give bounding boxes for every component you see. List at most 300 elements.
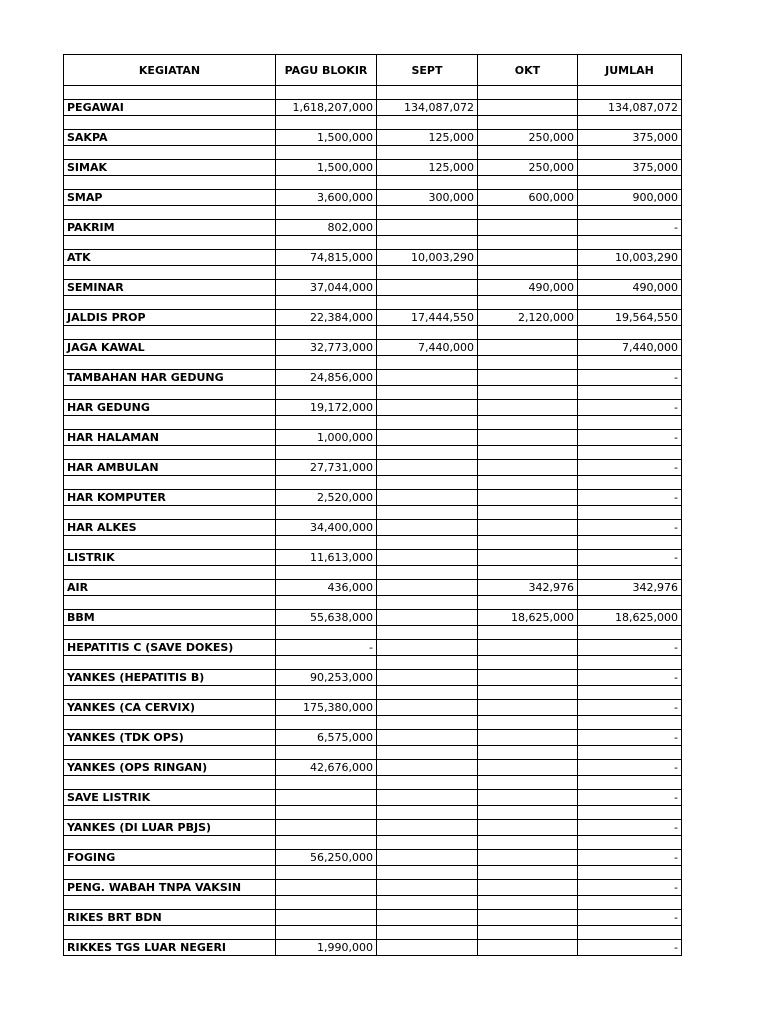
cell-okt <box>478 790 578 806</box>
empty-cell <box>276 296 377 310</box>
cell-kegiatan: LISTRIK <box>64 550 276 566</box>
cell-kegiatan: YANKES (DI LUAR PBJS) <box>64 820 276 836</box>
cell-jumlah: - <box>578 760 682 776</box>
spacer-row <box>64 716 682 730</box>
cell-okt <box>478 430 578 446</box>
empty-cell <box>578 656 682 670</box>
cell-okt <box>478 640 578 656</box>
table-row <box>64 910 682 926</box>
cell-okt <box>478 220 578 236</box>
empty-cell <box>276 806 377 820</box>
empty-cell <box>64 206 276 220</box>
table-row <box>64 130 682 146</box>
spacer-row <box>64 806 682 820</box>
empty-cell <box>64 236 276 250</box>
empty-cell <box>377 86 478 100</box>
cell-okt <box>478 880 578 896</box>
cell-pagu-blokir: 3,600,000 <box>276 190 377 206</box>
cell-pagu-blokir: - <box>276 640 377 656</box>
cell-pagu-blokir: 11,613,000 <box>276 550 377 566</box>
spacer-row <box>64 926 682 940</box>
cell-jumlah: 18,625,000 <box>578 610 682 626</box>
empty-cell <box>478 686 578 700</box>
empty-cell <box>276 326 377 340</box>
spacer-row <box>64 656 682 670</box>
cell-okt <box>478 940 578 956</box>
cell-jumlah: 342,976 <box>578 580 682 596</box>
empty-cell <box>478 806 578 820</box>
empty-cell <box>276 656 377 670</box>
empty-cell <box>64 566 276 580</box>
cell-jumlah: - <box>578 790 682 806</box>
empty-cell <box>64 86 276 100</box>
cell-sept <box>377 580 478 596</box>
empty-cell <box>478 656 578 670</box>
empty-cell <box>64 596 276 610</box>
cell-jumlah: - <box>578 400 682 416</box>
cell-kegiatan: YANKES (OPS RINGAN) <box>64 760 276 776</box>
table-row <box>64 430 682 446</box>
empty-cell <box>478 836 578 850</box>
cell-kegiatan: SMAP <box>64 190 276 206</box>
cell-jumlah: 7,440,000 <box>578 340 682 356</box>
empty-cell <box>578 86 682 100</box>
spacer-row <box>64 566 682 580</box>
empty-cell <box>64 536 276 550</box>
cell-pagu-blokir: 56,250,000 <box>276 850 377 866</box>
table-row <box>64 190 682 206</box>
cell-okt <box>478 550 578 566</box>
cell-pagu-blokir: 24,856,000 <box>276 370 377 386</box>
empty-cell <box>478 896 578 910</box>
empty-cell <box>478 356 578 370</box>
empty-cell <box>377 866 478 880</box>
empty-cell <box>377 416 478 430</box>
cell-kegiatan: HAR KOMPUTER <box>64 490 276 506</box>
cell-kegiatan: FOGING <box>64 850 276 866</box>
empty-cell <box>478 296 578 310</box>
cell-sept <box>377 820 478 836</box>
spacer-row <box>64 326 682 340</box>
empty-cell <box>478 506 578 520</box>
cell-sept <box>377 460 478 476</box>
empty-cell <box>64 476 276 490</box>
cell-kegiatan: YANKES (CA CERVIX) <box>64 700 276 716</box>
empty-cell <box>377 116 478 130</box>
cell-kegiatan: RIKES BRT BDN <box>64 910 276 926</box>
empty-cell <box>64 446 276 460</box>
empty-cell <box>377 776 478 790</box>
cell-pagu-blokir: 22,384,000 <box>276 310 377 326</box>
empty-cell <box>64 866 276 880</box>
empty-cell <box>377 386 478 400</box>
table-row <box>64 790 682 806</box>
cell-kegiatan: SAVE LISTRIK <box>64 790 276 806</box>
cell-jumlah: - <box>578 880 682 896</box>
empty-cell <box>578 716 682 730</box>
cell-kegiatan: HAR AMBULAN <box>64 460 276 476</box>
empty-cell <box>377 836 478 850</box>
cell-pagu-blokir: 2,520,000 <box>276 490 377 506</box>
empty-cell <box>64 326 276 340</box>
empty-cell <box>64 716 276 730</box>
cell-kegiatan: PAKRIM <box>64 220 276 236</box>
empty-cell <box>578 836 682 850</box>
empty-cell <box>276 116 377 130</box>
empty-cell <box>64 356 276 370</box>
cell-sept <box>377 550 478 566</box>
cell-pagu-blokir: 1,990,000 <box>276 940 377 956</box>
empty-cell <box>478 626 578 640</box>
cell-okt <box>478 460 578 476</box>
spacer-row <box>64 686 682 700</box>
empty-cell <box>478 236 578 250</box>
spacer-row <box>64 266 682 280</box>
table-row <box>64 490 682 506</box>
cell-pagu-blokir: 1,500,000 <box>276 130 377 146</box>
cell-jumlah: 900,000 <box>578 190 682 206</box>
cell-sept <box>377 640 478 656</box>
table-row <box>64 820 682 836</box>
table-row <box>64 370 682 386</box>
table-row <box>64 460 682 476</box>
empty-cell <box>276 206 377 220</box>
empty-cell <box>578 776 682 790</box>
empty-cell <box>64 926 276 940</box>
cell-pagu-blokir <box>276 910 377 926</box>
cell-jumlah: - <box>578 850 682 866</box>
cell-sept: 125,000 <box>377 130 478 146</box>
empty-cell <box>276 446 377 460</box>
header-sept: SEPT <box>377 55 478 86</box>
empty-cell <box>276 266 377 280</box>
empty-cell <box>377 176 478 190</box>
cell-sept <box>377 670 478 686</box>
cell-sept <box>377 400 478 416</box>
table-row <box>64 940 682 956</box>
cell-jumlah: - <box>578 910 682 926</box>
cell-pagu-blokir: 436,000 <box>276 580 377 596</box>
cell-sept: 10,003,290 <box>377 250 478 266</box>
cell-pagu-blokir: 802,000 <box>276 220 377 236</box>
spacer-row <box>64 866 682 880</box>
cell-okt: 342,976 <box>478 580 578 596</box>
cell-kegiatan: HAR GEDUNG <box>64 400 276 416</box>
empty-cell <box>276 236 377 250</box>
empty-cell <box>276 176 377 190</box>
empty-cell <box>64 296 276 310</box>
cell-jumlah: 19,564,550 <box>578 310 682 326</box>
empty-cell <box>478 326 578 340</box>
empty-cell <box>377 296 478 310</box>
empty-cell <box>578 386 682 400</box>
empty-cell <box>276 776 377 790</box>
empty-cell <box>276 686 377 700</box>
cell-okt <box>478 850 578 866</box>
empty-cell <box>478 776 578 790</box>
header-pagu-blokir: PAGU BLOKIR <box>276 55 377 86</box>
empty-cell <box>578 446 682 460</box>
table-body <box>64 86 682 956</box>
empty-cell <box>276 386 377 400</box>
cell-okt: 2,120,000 <box>478 310 578 326</box>
table-row <box>64 160 682 176</box>
cell-okt: 18,625,000 <box>478 610 578 626</box>
spacer-row <box>64 236 682 250</box>
table-row <box>64 520 682 536</box>
empty-cell <box>578 626 682 640</box>
cell-pagu-blokir: 6,575,000 <box>276 730 377 746</box>
spacer-row <box>64 896 682 910</box>
cell-sept <box>377 490 478 506</box>
cell-sept: 300,000 <box>377 190 478 206</box>
cell-kegiatan: SIMAK <box>64 160 276 176</box>
cell-sept <box>377 280 478 296</box>
empty-cell <box>64 386 276 400</box>
cell-pagu-blokir <box>276 880 377 896</box>
cell-okt <box>478 910 578 926</box>
cell-kegiatan: SAKPA <box>64 130 276 146</box>
empty-cell <box>64 266 276 280</box>
empty-cell <box>578 146 682 160</box>
empty-cell <box>377 566 478 580</box>
cell-sept: 134,087,072 <box>377 100 478 116</box>
header-jumlah: JUMLAH <box>578 55 682 86</box>
cell-jumlah: - <box>578 220 682 236</box>
cell-okt <box>478 490 578 506</box>
budget-table <box>63 54 682 956</box>
empty-cell <box>276 86 377 100</box>
cell-pagu-blokir: 74,815,000 <box>276 250 377 266</box>
cell-kegiatan: BBM <box>64 610 276 626</box>
empty-cell <box>478 476 578 490</box>
empty-cell <box>377 536 478 550</box>
cell-okt <box>478 730 578 746</box>
empty-cell <box>478 446 578 460</box>
table-row <box>64 880 682 896</box>
cell-sept <box>377 430 478 446</box>
header-kegiatan: KEGIATAN <box>64 55 276 86</box>
empty-cell <box>276 716 377 730</box>
empty-cell <box>578 266 682 280</box>
empty-cell <box>578 746 682 760</box>
cell-kegiatan: JAGA KAWAL <box>64 340 276 356</box>
empty-cell <box>377 926 478 940</box>
spacer-row <box>64 296 682 310</box>
cell-pagu-blokir: 175,380,000 <box>276 700 377 716</box>
empty-cell <box>64 746 276 760</box>
empty-cell <box>478 416 578 430</box>
cell-pagu-blokir: 1,000,000 <box>276 430 377 446</box>
table-row <box>64 700 682 716</box>
cell-jumlah: - <box>578 670 682 686</box>
spacer-row <box>64 356 682 370</box>
cell-sept <box>377 880 478 896</box>
table-row <box>64 340 682 356</box>
empty-cell <box>64 506 276 520</box>
empty-cell <box>276 536 377 550</box>
cell-sept <box>377 760 478 776</box>
cell-sept <box>377 910 478 926</box>
empty-cell <box>478 206 578 220</box>
cell-jumlah: 134,087,072 <box>578 100 682 116</box>
empty-cell <box>578 476 682 490</box>
cell-pagu-blokir: 34,400,000 <box>276 520 377 536</box>
spacer-row <box>64 146 682 160</box>
cell-jumlah: - <box>578 940 682 956</box>
empty-cell <box>377 266 478 280</box>
cell-kegiatan: TAMBAHAN HAR GEDUNG <box>64 370 276 386</box>
cell-jumlah: 10,003,290 <box>578 250 682 266</box>
cell-pagu-blokir <box>276 790 377 806</box>
cell-okt <box>478 250 578 266</box>
table-row <box>64 670 682 686</box>
cell-pagu-blokir: 37,044,000 <box>276 280 377 296</box>
empty-cell <box>578 236 682 250</box>
cell-kegiatan: HAR ALKES <box>64 520 276 536</box>
cell-okt <box>478 820 578 836</box>
empty-cell <box>377 476 478 490</box>
empty-cell <box>578 896 682 910</box>
cell-pagu-blokir: 1,618,207,000 <box>276 100 377 116</box>
spacer-row <box>64 776 682 790</box>
cell-okt <box>478 370 578 386</box>
empty-cell <box>478 866 578 880</box>
cell-sept <box>377 220 478 236</box>
cell-sept <box>377 370 478 386</box>
spacer-row <box>64 176 682 190</box>
cell-jumlah: - <box>578 490 682 506</box>
empty-cell <box>377 506 478 520</box>
empty-cell <box>478 566 578 580</box>
empty-cell <box>578 116 682 130</box>
cell-sept <box>377 850 478 866</box>
empty-cell <box>276 596 377 610</box>
empty-cell <box>377 656 478 670</box>
spacer-row <box>64 476 682 490</box>
cell-jumlah: 375,000 <box>578 160 682 176</box>
header-okt: OKT <box>478 55 578 86</box>
empty-cell <box>377 446 478 460</box>
empty-cell <box>377 206 478 220</box>
empty-cell <box>578 866 682 880</box>
cell-kegiatan: AIR <box>64 580 276 596</box>
empty-cell <box>578 926 682 940</box>
cell-sept: 17,444,550 <box>377 310 478 326</box>
cell-kegiatan: RIKKES TGS LUAR NEGERI <box>64 940 276 956</box>
cell-kegiatan: YANKES (TDK OPS) <box>64 730 276 746</box>
cell-kegiatan: ATK <box>64 250 276 266</box>
spacer-row <box>64 386 682 400</box>
empty-cell <box>578 686 682 700</box>
cell-pagu-blokir: 27,731,000 <box>276 460 377 476</box>
cell-pagu-blokir: 19,172,000 <box>276 400 377 416</box>
table-row <box>64 550 682 566</box>
empty-cell <box>64 116 276 130</box>
cell-pagu-blokir: 90,253,000 <box>276 670 377 686</box>
cell-kegiatan: HAR HALAMAN <box>64 430 276 446</box>
spacer-row <box>64 836 682 850</box>
cell-pagu-blokir <box>276 820 377 836</box>
cell-sept <box>377 700 478 716</box>
spacer-row <box>64 626 682 640</box>
empty-cell <box>478 386 578 400</box>
cell-pagu-blokir: 1,500,000 <box>276 160 377 176</box>
table-row <box>64 850 682 866</box>
cell-jumlah: 490,000 <box>578 280 682 296</box>
empty-cell <box>276 866 377 880</box>
table-row <box>64 220 682 236</box>
cell-jumlah: - <box>578 460 682 476</box>
cell-jumlah: - <box>578 520 682 536</box>
cell-jumlah: - <box>578 370 682 386</box>
cell-okt: 490,000 <box>478 280 578 296</box>
empty-cell <box>276 626 377 640</box>
empty-cell <box>578 326 682 340</box>
empty-cell <box>377 716 478 730</box>
empty-cell <box>64 836 276 850</box>
spacer-row <box>64 86 682 100</box>
empty-cell <box>578 416 682 430</box>
empty-cell <box>276 926 377 940</box>
header-row <box>64 55 682 86</box>
empty-cell <box>377 596 478 610</box>
empty-cell <box>276 356 377 370</box>
table-row <box>64 310 682 326</box>
empty-cell <box>578 356 682 370</box>
cell-okt <box>478 700 578 716</box>
empty-cell <box>276 506 377 520</box>
cell-jumlah: - <box>578 700 682 716</box>
empty-cell <box>377 806 478 820</box>
cell-okt <box>478 400 578 416</box>
empty-cell <box>64 176 276 190</box>
empty-cell <box>377 746 478 760</box>
cell-sept <box>377 520 478 536</box>
empty-cell <box>64 776 276 790</box>
cell-pagu-blokir: 32,773,000 <box>276 340 377 356</box>
cell-jumlah: - <box>578 430 682 446</box>
cell-jumlah: - <box>578 730 682 746</box>
empty-cell <box>276 416 377 430</box>
empty-cell <box>478 716 578 730</box>
cell-jumlah: 375,000 <box>578 130 682 146</box>
empty-cell <box>478 746 578 760</box>
cell-okt <box>478 520 578 536</box>
empty-cell <box>478 926 578 940</box>
cell-sept: 125,000 <box>377 160 478 176</box>
cell-sept <box>377 730 478 746</box>
table-row <box>64 580 682 596</box>
empty-cell <box>64 146 276 160</box>
spacer-row <box>64 116 682 130</box>
empty-cell <box>276 566 377 580</box>
spacer-row <box>64 446 682 460</box>
table-row <box>64 610 682 626</box>
empty-cell <box>578 296 682 310</box>
cell-kegiatan: PENG. WABAH TNPA VAKSIN <box>64 880 276 896</box>
cell-okt: 250,000 <box>478 130 578 146</box>
empty-cell <box>478 266 578 280</box>
empty-cell <box>276 896 377 910</box>
empty-cell <box>64 686 276 700</box>
empty-cell <box>578 566 682 580</box>
spacer-row <box>64 206 682 220</box>
table-row <box>64 760 682 776</box>
cell-kegiatan: YANKES (HEPATITIS B) <box>64 670 276 686</box>
cell-okt: 600,000 <box>478 190 578 206</box>
table-row <box>64 280 682 296</box>
